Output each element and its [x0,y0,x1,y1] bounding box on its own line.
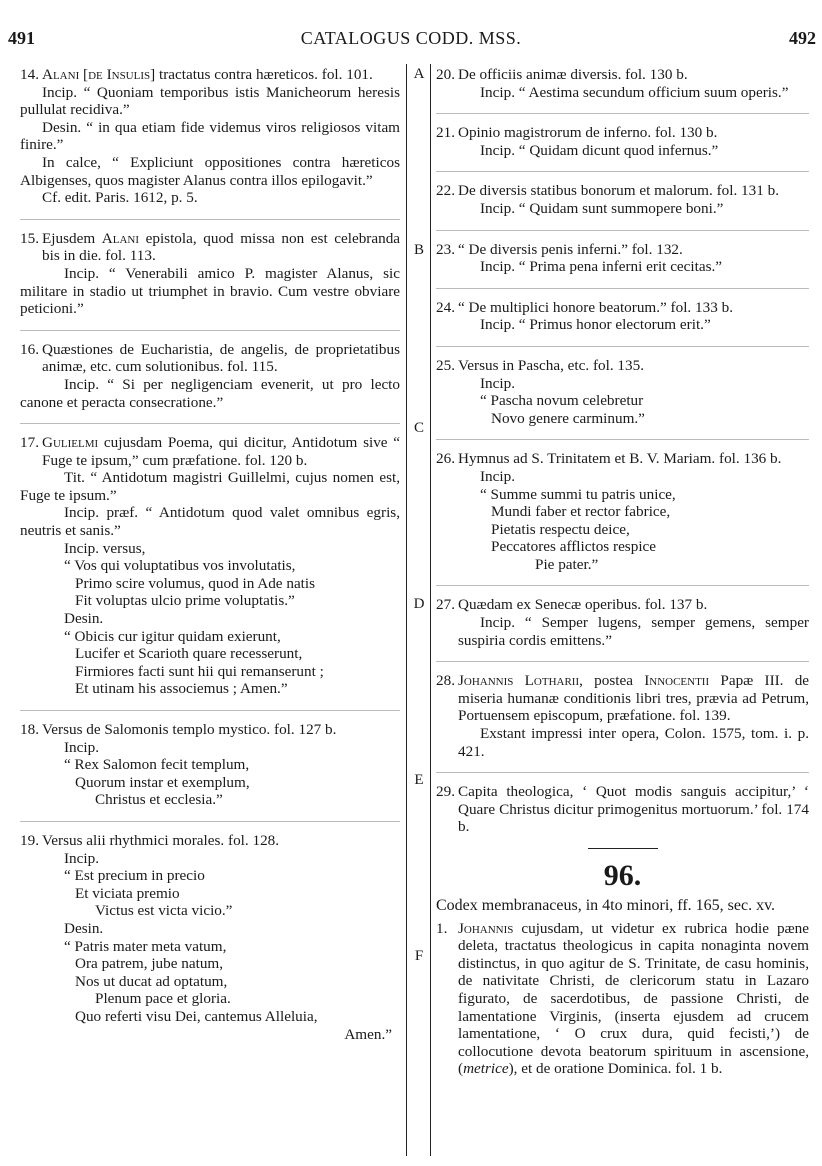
codex-description: Codex membranaceus, in 4to minori, ff. 165, sec. xv. [436,897,776,914]
entry-title: De officiis animæ diversis. fol. 130 b. [458,66,688,83]
right-column [436,66,809,1090]
entry-title: tractatus contra hæreticos. fol. 101. [158,66,373,83]
verse-line: “ Pascha novum celebretur [480,392,644,410]
incipit: Incip. “ Primus honor electorum erit.” [480,316,711,334]
entry-heading [436,450,809,468]
entry-number: 27. [436,596,455,614]
entry-title: De diversis statibus bonorum et malorum. fol. 131 b. [458,182,780,200]
verse-line: Peccatores afflictos respice [491,538,657,556]
entry-title: “ De diversis penis inferni.” fol. 132. [458,240,683,258]
verse-line: Fit voluptas ulcio prime voluptatis.” [75,592,295,610]
entry-21 [436,124,809,159]
entry-heading [436,783,809,836]
entry-lead: postea [594,672,633,690]
entry-19 [20,832,400,1043]
verse-line: Pietatis respectu deice, [491,520,630,538]
margin-letter-e: E [414,772,424,788]
entry-separator [20,330,400,331]
running-title: CATALOGUS CODD. MSS. [300,28,522,48]
entry-title: Versus de Salomonis templo mystico. fol. 127 b. [42,721,337,738]
incipit: Incip. “ Quidam sunt summopere boni.” [480,199,724,217]
desinit-label: Desin. [64,610,104,628]
entry-heading [436,241,809,259]
entry-separator [436,585,809,586]
verse-block [436,392,809,427]
entry-title: Hymnus ad S. Trinitatem et B. V. Mariam. fol. 136 b. [458,450,782,468]
entry-heading [20,832,400,850]
entry-heading [436,124,809,142]
section-rule [588,848,658,849]
entry-heading [436,299,809,317]
entry-15 [20,230,400,318]
entry-heading [20,341,400,376]
verse-line: “ Rex Salomon fecit templum, [64,756,250,774]
incipit: Incip. “ Semper lugens, semper gemens, semper suspiria cordis emittens.” [458,614,809,649]
entry-title: Versus alii rhythmici morales. fol. 128. [42,831,280,849]
author-name: Johannis [458,919,514,937]
entry-separator [20,821,400,822]
margin-letter-c: C [413,420,424,436]
entry-separator [20,423,400,424]
title-line: Tit. “ Antidotum magistri Guillelmi, cujus nomen est, Fuge te ipsum.” [20,469,400,504]
entry-number: 18. [20,721,39,738]
entry-separator [436,772,809,773]
verse-line: “ Vos qui voluptatibus vos involutatis, [64,557,296,575]
entry-separator [436,113,809,114]
author-name: Alani [42,66,80,83]
entry-number: 22. [436,182,455,200]
verse-line: Novo genere carminum.” [491,409,645,427]
verse-block [20,867,400,920]
verse-line: Mundi faber et rector fabrice, [491,503,671,521]
verse-line: Nos ut ducat ad optatum, [75,972,228,990]
entry-number: 21. [436,124,455,142]
entry-separator [436,661,809,662]
entry-separator [436,439,809,440]
verse-block [20,557,400,610]
entry-number: 19. [20,831,39,849]
verse-line: Ora patrem, jube natum, [75,955,224,973]
edition-note: Exstant impressi inter opera, Colon. 1575, tom. i. p. 421. [458,725,809,760]
author-name: Alani [101,229,140,247]
entry-heading [20,66,400,84]
entry-title: Opinio magistrorum de inferno. fol. 130 b. [458,124,718,142]
desinit: Desin. “ in qua etiam fide videmus viros religiosos vitam finire.” [20,118,400,154]
entry-number: 14. [20,66,39,83]
verse-line: Quorum instar et exemplum, [75,773,250,791]
entry-title: Quædam ex Senecæ operibus. fol. 137 b. [458,596,708,614]
verse-block [20,628,400,698]
verse-line: “ Obicis cur igitur quidam exierunt, [64,627,281,645]
colophon: In calce, “ Expliciunt oppositiones contra hæreticos Albigenses, quos magister Alanus contra illos epilogavit.” [20,153,400,189]
entry-17 [20,434,400,698]
author-epithet: [de Insulis] [83,66,156,83]
verse-line: Pie pater.” [535,555,599,573]
entry-heading [436,182,809,200]
entry-heading [436,920,809,1078]
entry-separator [20,710,400,711]
entry-26 [436,450,809,573]
entry-20 [436,66,809,101]
margin-letter-f: F [414,948,424,964]
verse-line: Christus et ecclesia.” [95,791,223,809]
entry-lead: Ejusdem [42,229,96,247]
entry-14 [20,66,400,207]
verse-line: Et utinam his associemus ; Amen.” [75,680,288,698]
codex-number: 96. [603,859,642,892]
verse-line: Et viciata premio [75,884,180,902]
verse-line: Victus est victa vicio.” [95,902,233,920]
entry-heading [436,66,809,84]
reference: Cf. edit. Paris. 1612, p. 5. [42,189,198,207]
page-number-right: 492 [789,28,816,48]
codex-entry-1 [436,920,809,1078]
verse-block [20,938,400,1044]
page-number-left: 491 [8,28,35,48]
incipit: Incip. “ Quoniam temporibus istis Manicheorum heresis pullulat recidiva.” [20,83,400,119]
verse-line: Primo scire volumus, quod in Ade natis [75,574,316,592]
desinit-label: Desin. [64,919,104,937]
entry-title: epistola, quod missa non est celebranda bis in die. fol. 113. [42,229,401,265]
entry-separator [436,346,809,347]
margin-letter-b: B [413,242,424,258]
verse-line: “ Patris mater meta vatum, [64,937,227,955]
verse-line: Quo referti visu Dei, cantemus Alleluia, [75,1007,318,1025]
entry-heading [20,434,400,469]
verse-line: Lucifer et Scarioth quare recesserunt, [75,645,303,663]
verse-block [436,486,809,574]
entry-number: 1. [436,919,448,937]
entry-separator [436,230,809,231]
author-name: Gulielmi [42,434,99,452]
verse-incipit-label: Incip. versus, [64,539,146,557]
entry-description-end: ), et de oratione Dominica. fol. 1 b. [508,1060,723,1078]
incipit-label: Incip. [480,374,516,392]
entry-heading [436,672,809,725]
incipit: Incip. “ Quidam dicunt quod infernus.” [480,141,719,159]
entry-23 [436,241,809,276]
author-papal-name: Innocentii [644,672,710,690]
entry-number: 24. [436,298,455,316]
author-name: Johannis Lotharii, [458,672,583,690]
entry-29 [436,783,809,836]
entry-title: Quæstiones de Eucharistia, de angelis, de proprietatibus animæ, etc. cum solutionibus. fol. 115. [42,340,400,376]
running-header [0,28,822,54]
entry-title: Capita theologica, ‘ Quot modis sanguis accipitur,’ ‘ Quare Christus dicitur primogenitus mortuorum.’ fol. 174 b. [458,783,809,836]
entry-italic: metrice [463,1060,509,1078]
verse-line: “ Summe summi tu patris unice, [480,485,676,503]
entry-title: Papæ III. de miseria humanæ conditionis libri tres, prævia ad Petrum, Portuensem episcopum, præfatione. fol. 139. [458,672,810,725]
entry-number: 26. [436,450,455,468]
entry-separator [436,171,809,172]
entry-heading [436,596,809,614]
margin-letter-a: A [413,66,425,82]
incipit: Incip. “ Prima pena inferni erit cecitas.” [480,258,723,276]
verse-line: “ Est precium in precio [64,867,205,885]
incipit-label: Incip. [480,467,516,485]
entry-separator [436,288,809,289]
entry-24 [436,299,809,334]
entry-number: 20. [436,66,455,83]
verse-line: Firmiores facti sunt hii qui remanserunt ; [75,662,324,680]
entry-separator [20,219,400,220]
entry-number: 23. [436,240,455,258]
preface-incipit: Incip. præf. “ Antidotum quod valet omnibus egris, neutris et sanis.” [20,504,400,540]
entry-18 [20,721,400,809]
margin-letter-d: D [413,596,425,612]
entry-number: 29. [436,783,455,801]
incipit-label: Incip. [64,849,100,867]
entry-25 [436,357,809,427]
entry-number: 28. [436,672,455,690]
entry-heading [20,230,400,265]
entry-title: Versus in Pascha, etc. fol. 135. [458,356,645,374]
entry-number: 16. [20,340,39,358]
entry-title: “ De multiplici honore beatorum.” fol. 133 b. [458,298,733,316]
incipit: Incip. “ Venerabili amico P. magister Alanus, sic militare in stadio ut triumphet in bravio. Cum vestre obviare peticioni.” [20,264,400,318]
left-column [20,66,400,1055]
entry-16 [20,341,400,411]
verse-block [20,756,400,809]
entry-number: 25. [436,356,455,374]
entry-27 [436,596,809,649]
entry-number: 15. [20,229,39,247]
entry-heading [436,357,809,375]
entry-number: 17. [20,434,39,452]
incipit: Incip. “ Aestima secundum officium suum operis.” [480,83,789,101]
entry-title: cujusdam Poema, qui dicitur, Antidotum sive “ Fuge te ipsum,” cum præfatione. fol. 120 b. [42,434,401,469]
entry-28 [436,672,809,760]
verse-line: Plenum pace et gloria. [95,990,231,1008]
entry-heading [20,721,400,739]
incipit: Incip. “ Si per negligenciam evenerit, ut pro lecto canone et peracta consecratione.” [20,375,400,411]
entry-22 [436,182,809,217]
verse-line: Amen.” [344,1025,392,1043]
incipit-label: Incip. [64,738,100,756]
entry-description: cujusdam, ut videtur ex rubrica hodie pæne deleta, tractatus theologicus in capita nonaginta novem distinctus, in quo agitur de S. Trinitate, de casu hominis, de nativitate Christi, de clericorum statu in Lazaro figurato, de sacerdotibus, de passione Christi, de lamentatione Virginis, (inserta ejusdem ad crucem lamentatione, ‘ O crux dura, quid fecisti,’) de collocutione devota beatorum spirituum in ascensione, ( [458,919,810,1078]
column-rule-right [430,64,431,1156]
column-rule-left [406,64,407,1156]
